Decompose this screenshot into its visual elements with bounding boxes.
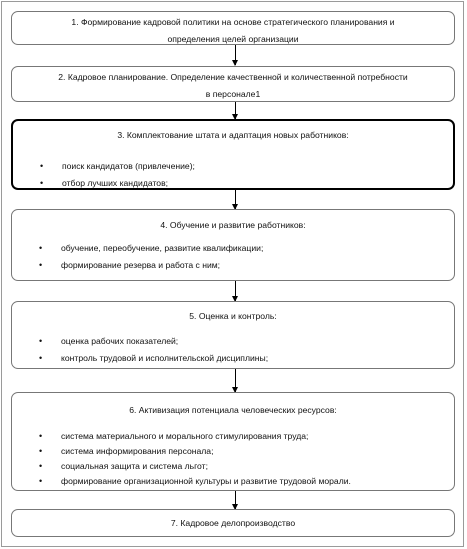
arrow-5-6 (235, 369, 236, 392)
step-6-item-1 (12, 429, 454, 444)
step-4-item-2 (12, 257, 454, 274)
step-5-box (11, 301, 455, 369)
step-6-item-3 (12, 459, 454, 474)
bullet-icon: • (40, 178, 44, 188)
bullet-icon: • (39, 431, 43, 441)
step-3-item-2 (13, 175, 453, 190)
step-4-list (12, 240, 454, 274)
step-6-item-3-label: социальная защита и система льгот; (61, 461, 208, 471)
step-5-item-1 (12, 333, 454, 350)
bullet-icon: • (39, 461, 43, 471)
step-5-list (12, 333, 454, 367)
step-7-box (11, 509, 455, 537)
step-6-item-2-label: система информирования персонала; (61, 446, 214, 456)
bullet-icon: • (39, 260, 43, 270)
step-3-item-1 (13, 158, 453, 175)
step-3-box (11, 119, 455, 190)
bullet-icon: • (39, 476, 43, 486)
step-6-item-1-label: система материального и морального стимулирования труда; (61, 431, 309, 441)
bullet-icon: • (39, 336, 43, 346)
step-1-title-line-1: 1. Формирование кадровой политики на основе стратегического планирования и (71, 17, 395, 27)
bullet-icon: • (39, 446, 43, 456)
arrow-3-4 (235, 190, 236, 209)
step-2-box (11, 66, 455, 102)
step-3-title: 3. Комплектование штата и адаптация новых работников: (117, 130, 349, 140)
bullet-icon: • (39, 243, 43, 253)
step-6-item-2 (12, 444, 454, 459)
step-5-item-2-label: контроль трудовой и исполнительской дисциплины; (61, 353, 269, 363)
step-4-box (11, 209, 455, 281)
step-1-title-line-2: определения целей организации (167, 34, 299, 44)
bullet-icon: • (40, 161, 44, 171)
step-6-title: 6. Активизация потенциала человеческих ресурсов: (129, 405, 337, 415)
step-2-title-line-1: 2. Кадровое планирование. Определение качественной и количественной потребности (58, 72, 408, 82)
step-7-title: 7. Кадровое делопроизводство (170, 518, 296, 528)
step-6-item-4-label: формирование организационной культуры и развитие трудовой морали. (61, 476, 351, 486)
step-5-title: 5. Оценка и контроль: (189, 311, 277, 321)
step-1-box (11, 11, 455, 45)
step-5-item-1-label: оценка рабочих показателей; (61, 336, 179, 346)
step-6-list (12, 429, 454, 489)
step-5-item-2 (12, 350, 454, 367)
arrow-4-5 (235, 281, 236, 301)
step-4-item-1 (12, 240, 454, 257)
step-4-title: 4. Обучение и развитие работников: (160, 220, 306, 230)
step-4-item-2-label: формирование резерва и работа с ним; (61, 260, 221, 270)
arrow-2-3 (235, 102, 236, 119)
arrow-6-7 (235, 491, 236, 509)
step-4-item-1-label: обучение, переобучение, развитие квалификации; (61, 243, 264, 253)
step-6-box (11, 392, 455, 491)
step-6-item-4 (12, 474, 454, 489)
step-3-item-2-label: отбор лучших кандидатов; (62, 178, 169, 188)
step-2-title-line-2: в персонале1 (205, 89, 261, 99)
arrow-1-2 (235, 45, 236, 65)
step-3-item-1-label: поиск кандидатов (привлечение); (62, 161, 195, 171)
bullet-icon: • (39, 353, 43, 363)
step-3-list (13, 158, 453, 190)
